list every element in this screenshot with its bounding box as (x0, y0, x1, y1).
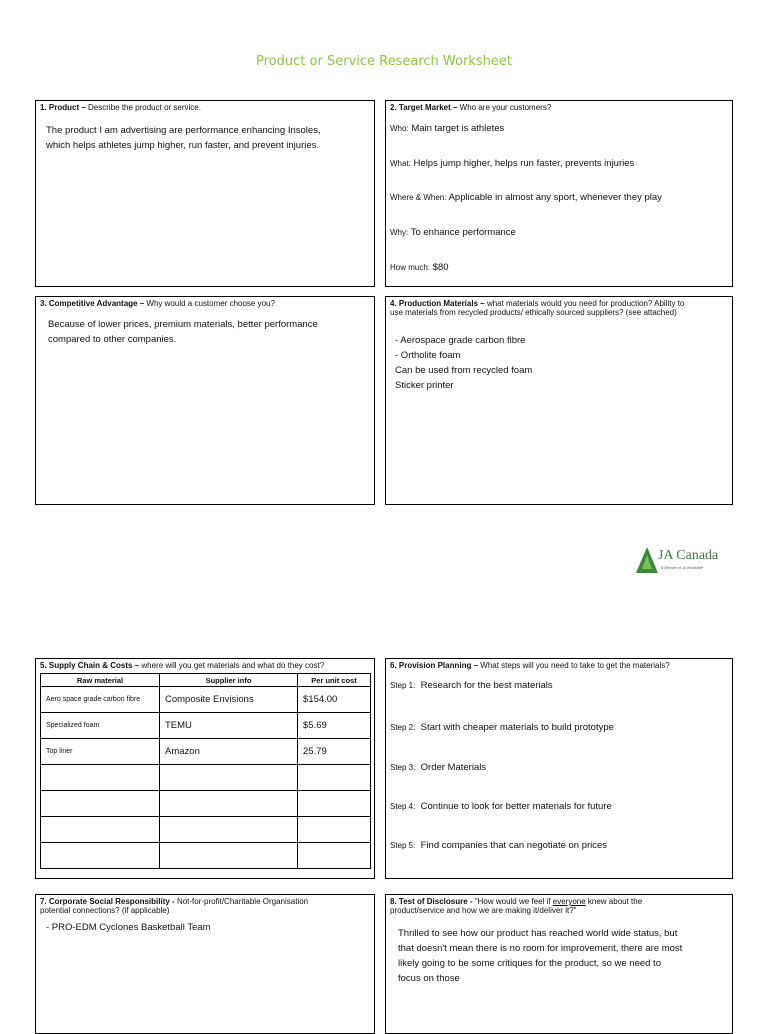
material-item[interactable]: Sticker printer (395, 380, 454, 391)
material-cell[interactable] (41, 843, 160, 869)
material-item[interactable]: Can be used from recycled foam (395, 365, 533, 376)
step-row (390, 722, 614, 734)
section-header (40, 299, 370, 308)
step-text[interactable]: Continue to look for better materials for future (420, 801, 612, 812)
production-materials-section (385, 296, 733, 505)
step-text[interactable]: Find companies that can negotiate on prices (420, 840, 608, 851)
table-row (41, 713, 371, 739)
where-value[interactable]: Applicable in almost any sport, whenever they play (448, 192, 662, 203)
why-value[interactable]: To enhance performance (410, 227, 516, 238)
section-header (390, 299, 728, 317)
col-supplier: Supplier info (160, 674, 298, 687)
supplier-cell[interactable]: Amazon (160, 739, 298, 765)
who-label: Who: (390, 124, 409, 133)
table-row (41, 687, 371, 713)
table-header-row (41, 674, 371, 687)
section-prompt: Who are your customers? (459, 103, 552, 112)
section-prompt-2: use materials from recycled products/ ethically sourced suppliers? (see attached) (390, 308, 677, 317)
cost-cell[interactable]: $5.69 (298, 713, 371, 739)
section-prompt: "How would we feel if (474, 897, 553, 906)
what-value[interactable]: Helps jump higher, helps run faster, prevents injuries (413, 158, 635, 169)
where-row (390, 192, 662, 204)
supply-table (40, 673, 371, 869)
step-row (390, 680, 553, 692)
what-row (390, 158, 634, 170)
cost-cell[interactable] (298, 817, 371, 843)
step-label: Step 5: (390, 841, 416, 850)
section-prompt: Not-for-profit/Charitable Organisation (176, 897, 309, 906)
material-cell[interactable] (41, 765, 160, 791)
supplier-cell[interactable] (160, 843, 298, 869)
material-cell[interactable]: Aero space grade carbon fibre (41, 687, 160, 713)
material-cell[interactable]: Specialized foam (41, 713, 160, 739)
advantage-answer-line-1[interactable]: Because of lower prices, premium materials, better performance (48, 319, 318, 330)
material-cell[interactable]: Top liner (41, 739, 160, 765)
ja-canada-logo (636, 547, 731, 577)
step-row (390, 762, 486, 774)
product-section (35, 100, 375, 287)
competitive-advantage-section (35, 296, 375, 505)
table-row (41, 817, 371, 843)
section-header (40, 661, 370, 670)
page-title: Product or Service Research Worksheet (256, 54, 512, 69)
section-prompt: What steps will you need to take to get the materials? (480, 661, 670, 670)
advantage-answer-line-2[interactable]: compared to other companies. (48, 334, 177, 345)
what-label: What: (390, 159, 411, 168)
disclosure-answer-line[interactable]: likely going to be some critiques for the product, so we need to (398, 958, 661, 969)
section-heading: 8. Test of Disclosure - (390, 897, 473, 906)
section-header (390, 897, 728, 915)
cost-cell[interactable]: 25.79 (298, 739, 371, 765)
section-prompt: Why would a customer choose you? (146, 299, 275, 308)
csr-section (35, 894, 375, 1034)
supply-chain-section (35, 658, 375, 879)
table-row (41, 739, 371, 765)
section-prompt: where will you get materials and what do they cost? (141, 661, 325, 670)
supplier-cell[interactable]: Composite Envisions (160, 687, 298, 713)
section-header (390, 661, 728, 670)
step-label: Step 3: (390, 763, 416, 772)
table-row (41, 843, 371, 869)
logo-name: JA Canada (658, 548, 719, 563)
section-prompt-2: product/service and how we are making it/deliver it?" (390, 906, 577, 915)
who-row (390, 123, 504, 135)
material-item[interactable]: - Ortholite foam (395, 350, 461, 361)
prompt-underlined-word: everyone (552, 897, 586, 906)
section-heading: 3. Competitive Advantage – (40, 299, 145, 308)
material-item[interactable]: - Aerospace grade carbon fibre (395, 335, 526, 346)
logo-tagline: A Member of JA Worldwide (661, 566, 704, 570)
section-header (40, 103, 370, 112)
target-market-section (385, 100, 733, 287)
section-heading: 5. Supply Chain & Costs – (40, 661, 140, 670)
howmuch-label: How much: (390, 263, 431, 272)
section-heading: 6. Provision Planning – (390, 661, 479, 670)
product-answer-line-2[interactable]: which helps athletes jump higher, run faster, and prevent injuries. (46, 140, 320, 151)
step-label: Step 1: (390, 681, 416, 690)
supplier-cell[interactable] (160, 817, 298, 843)
section-heading: 4. Production Materials – (390, 299, 485, 308)
section-heading: 7. Corporate Social Responsibility - (40, 897, 175, 906)
howmuch-row (390, 262, 449, 274)
step-text[interactable]: Order Materials (420, 762, 487, 773)
supplier-cell[interactable]: TEMU (160, 713, 298, 739)
material-cell[interactable] (41, 817, 160, 843)
section-prompt-end: knew about the (585, 897, 643, 906)
cost-cell[interactable] (298, 765, 371, 791)
section-prompt: what materials would you need for production? Ability to (486, 299, 685, 308)
col-cost: Per unit cost (298, 674, 371, 687)
step-label: Step 2: (390, 723, 416, 732)
who-value[interactable]: Main target is athletes (411, 123, 505, 134)
step-text[interactable]: Start with cheaper materials to build prototype (420, 722, 614, 733)
cost-cell[interactable] (298, 791, 371, 817)
section-heading: 1. Product – (40, 103, 86, 112)
section-heading: 2. Target Market – (390, 103, 458, 112)
cost-cell[interactable] (298, 843, 371, 869)
section-header (40, 897, 370, 915)
step-label: Step 4: (390, 802, 416, 811)
howmuch-value[interactable]: $80 (432, 262, 449, 273)
step-text[interactable]: Research for the best materials (420, 680, 553, 691)
test-of-disclosure-section (385, 894, 733, 1034)
product-answer-line-1[interactable]: The product I am advertising are performance enhancing Insoles, (46, 125, 321, 136)
table-row (41, 765, 371, 791)
tree-icon (636, 547, 658, 573)
disclosure-answer-line[interactable]: that doesn't mean there is no room for improvement, there are most (398, 943, 683, 954)
where-label: Where & When: (390, 193, 447, 202)
section-header (390, 103, 728, 112)
supplier-cell[interactable] (160, 765, 298, 791)
table-row (41, 791, 371, 817)
why-row (390, 227, 516, 239)
disclosure-answer-line[interactable]: Thrilled to see how our product has reached world wide status, but (398, 928, 678, 939)
cost-cell[interactable]: $154.00 (298, 687, 371, 713)
section-prompt: Describe the product or service. (88, 103, 201, 112)
csr-answer[interactable]: - PRO-EDM Cyclones Basketball Team (46, 922, 211, 933)
provision-planning-section (385, 658, 733, 879)
step-row (390, 840, 607, 852)
step-row (390, 801, 612, 813)
supplier-cell[interactable] (160, 791, 298, 817)
material-cell[interactable] (41, 791, 160, 817)
disclosure-answer-line[interactable]: focus on those (398, 973, 460, 984)
col-material: Raw material (41, 674, 160, 687)
why-label: Why: (390, 228, 409, 237)
section-prompt-2: potential connections? (if applicable) (40, 906, 170, 915)
